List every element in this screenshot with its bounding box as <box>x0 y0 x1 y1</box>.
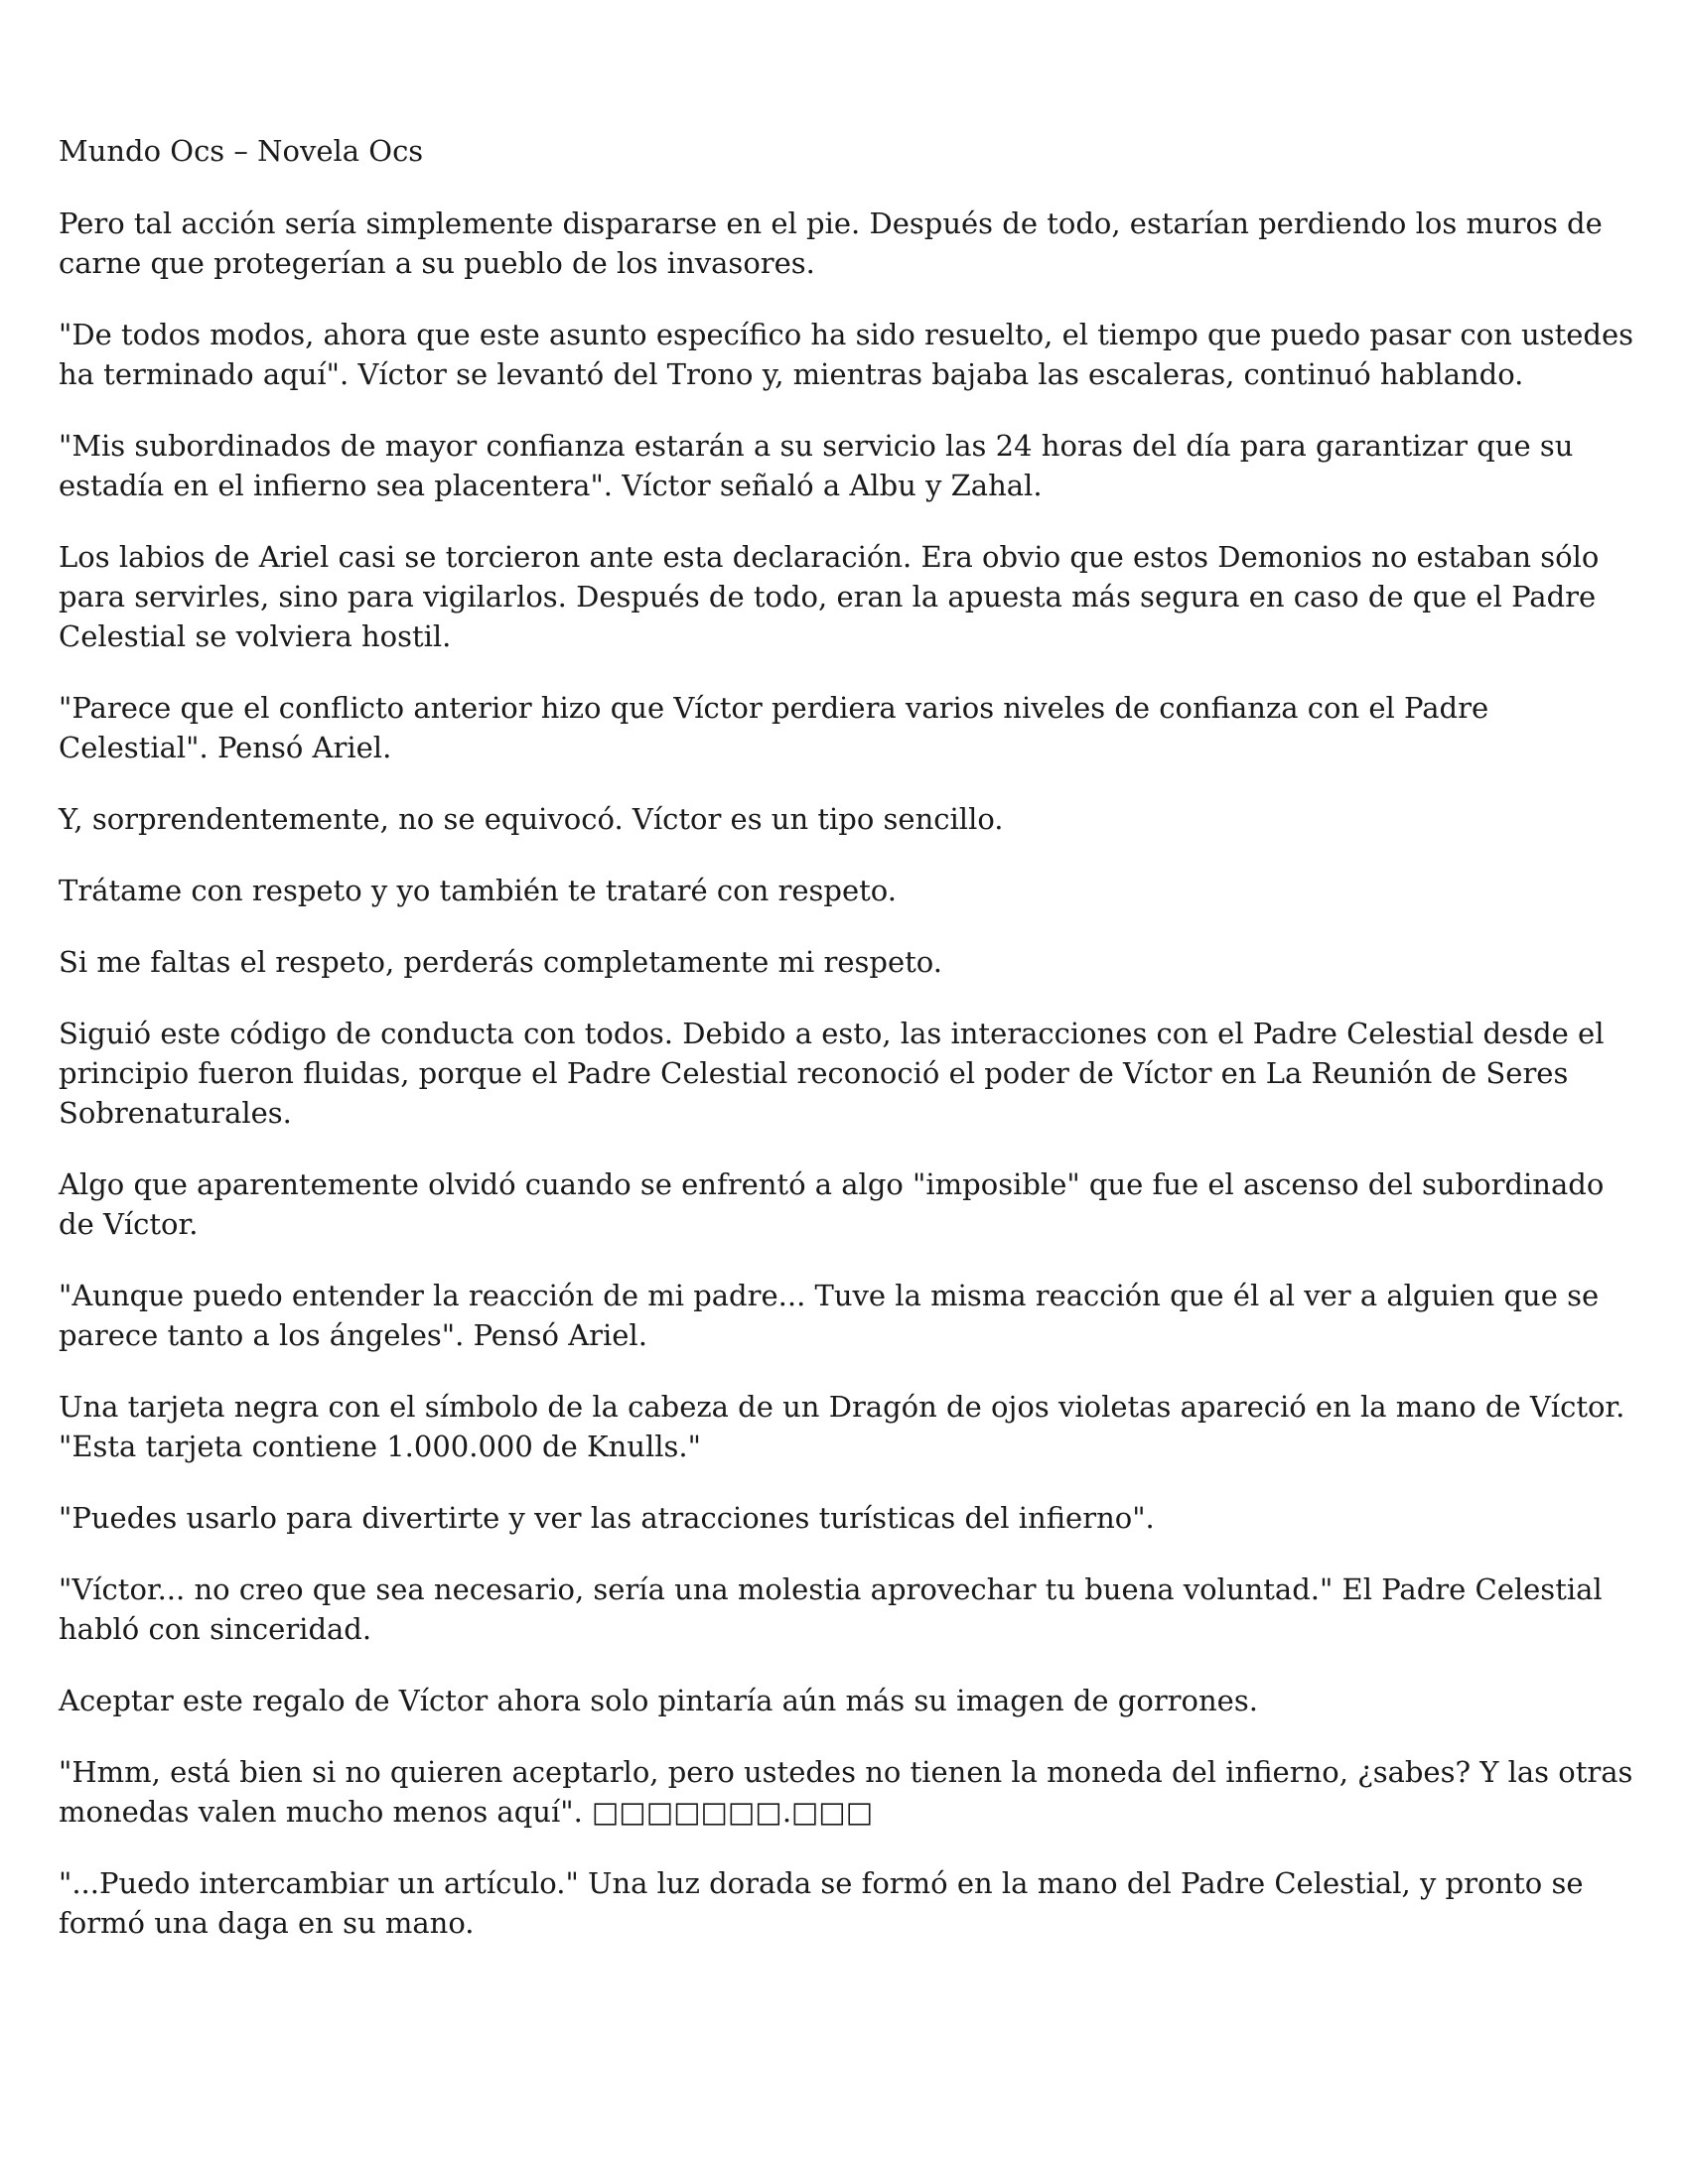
page-header: Mundo Ocs – Novela Ocs <box>59 134 424 168</box>
paragraph: "De todos modos, ahora que este asunto específico ha sido resuelto, el tiempo que puedo pasar con ustedes ha terminado aquí". Víctor se levantó del Trono y, mientras bajaba las escaleras, continuó hablando. <box>59 318 1634 391</box>
paragraph: Si me faltas el respeto, perderás completamente mi respeto. <box>59 945 942 979</box>
paragraph: "Parece que el conflicto anterior hizo que Víctor perdiera varios niveles de confianza con el Padre Celestial". Pensó Ariel. <box>59 691 1489 764</box>
paragraph: Siguió este código de conducta con todos. Debido a esto, las interacciones con el Padre Celestial desde el principio fueron fluidas, porque el Padre Celestial reconoció el poder de Víctor en La Reunión de Seres Sobrenaturales. <box>59 1017 1605 1130</box>
paragraph: "Víctor... no creo que sea necesario, sería una molestia aprovechar tu buena voluntad." El Padre Celestial habló con sinceridad. <box>59 1572 1603 1646</box>
paragraph-with-missing-glyphs <box>59 1752 1633 1832</box>
document-body <box>59 131 1633 1975</box>
paragraph: Los labios de Ariel casi se torcieron ante esta declaración. Era obvio que estos Demonios no estaban sólo para servirles, sino para vigilarlos. Después de todo, eran la apuesta más segura en caso de que el Padre Celestial se volviera hostil. <box>59 540 1600 653</box>
paragraph: Y, sorprendentemente, no se equivocó. Víctor es un tipo sencillo. <box>59 802 1004 836</box>
paragraph: Aceptar este regalo de Víctor ahora solo pintaría aún más su imagen de gorrones. <box>59 1684 1258 1717</box>
paragraph: "Mis subordinados de mayor confianza estarán a su servicio las 24 horas del día para garantizar que su estadía en el infierno sea placentera". Víctor señaló a Albu y Zahal. <box>59 429 1574 502</box>
paragraph: "...Puedo intercambiar un artículo." Una luz dorada se formó en la mano del Padre Celestial, y pronto se formó una daga en su mano. <box>59 1866 1584 1940</box>
paragraph: "Puedes usarlo para divertirte y ver las atracciones turísticas del infierno". <box>59 1501 1155 1535</box>
paragraph: Pero tal acción sería simplemente dispararse en el pie. Después de todo, estarían perdiendo los muros de carne que protegerían a su pueblo de los invasores. <box>59 206 1603 280</box>
paragraph: "Aunque puedo entender la reacción de mi padre... Tuve la misma reacción que él al ver a alguien que se parece tanto a los ángeles". Pensó Ariel. <box>59 1279 1600 1352</box>
paragraph: Algo que aparentemente olvidó cuando se enfrentó a algo "imposible" que fue el ascenso del subordinado de Víctor. <box>59 1167 1605 1241</box>
paragraph: Trátame con respeto y yo también te trataré con respeto. <box>59 874 897 907</box>
paragraph: Una tarjeta negra con el símbolo de la cabeza de un Dragón de ojos violetas apareció en la mano de Víctor. "Esta tarjeta contiene 1.000.000 de Knulls." <box>59 1390 1625 1463</box>
missing-glyph-boxes: □□□□□□□.□□□ <box>592 1795 874 1829</box>
paragraph-text: "Hmm, está bien si no quieren aceptarlo, pero ustedes no tienen la moneda del infierno, ¿sabes? Y las otras monedas valen mucho menos aquí". <box>59 1755 1633 1829</box>
